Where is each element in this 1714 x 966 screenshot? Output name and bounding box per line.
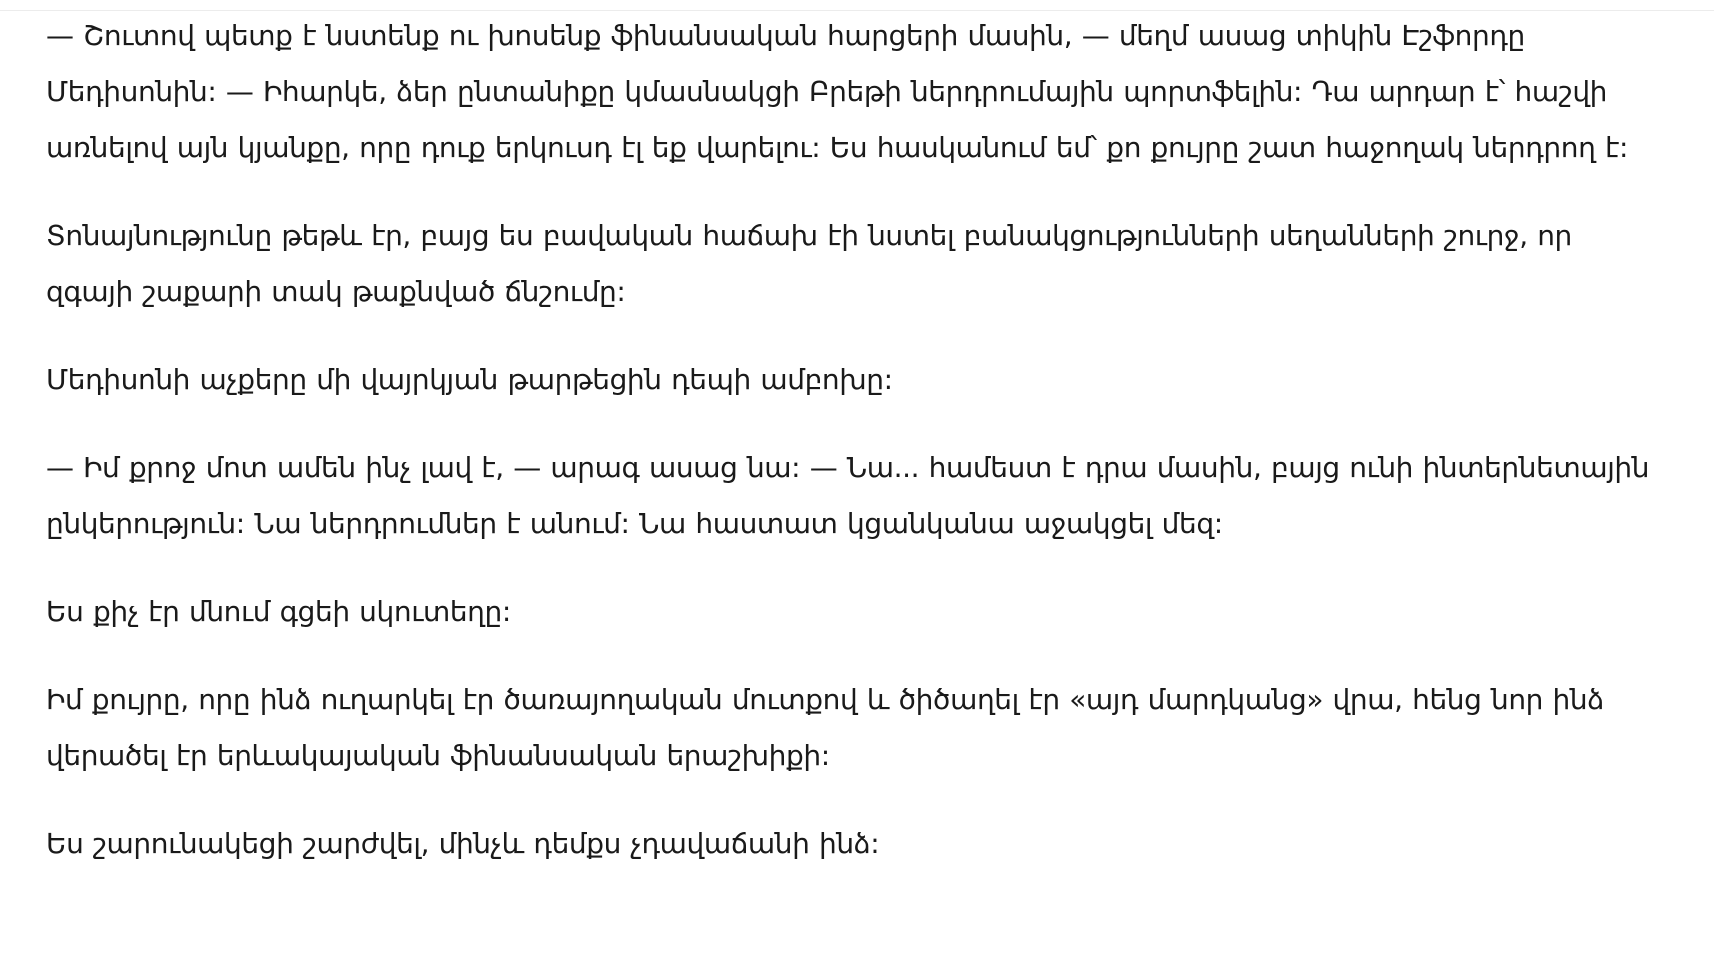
paragraph-4: — Իմ քրոջ մոտ ամեն ինչ լավ է, — արագ ասաց նա: — Նա... համեստ է դրա մասին, բայց ունի ինտերնետային ընկերություն: Նա ներդրումներ է անում: Նա հաստատ կցանկանա աջակցել մեզ: bbox=[46, 451, 1650, 540]
paragraph-6: Իմ քույրը, որը ինձ ուղարկել էր ծառայողական մուտքով և ծիծաղել էր «այդ մարդկանց» վրա, հենց նոր ինձ վերածել էր երևակայական ֆինանսական երաշխիքի: bbox=[46, 683, 1604, 772]
paragraph-1: — Շուտով պետք է նստենք ու խոսենք ֆինանսական հարցերի մասին, — մեղմ ասաց տիկին Էշֆորդը Մեդիսոնին: — Իհարկե, ձեր ընտանիքը կմասնակցի Բրեթի ներդրումային պորտֆելին: Դա արդար է՝ հաշվի առնելով այն կյանքը, որը դուք երկուսդ էլ եք վարելու: Ես հասկանում եմ՝ քո քույրը շատ հաջողակ ներդրող է: bbox=[46, 19, 1629, 164]
paragraph-3: Մեդիսոնի աչքերը մի վայրկյան թարթեցին դեպի ամբոխը: bbox=[46, 363, 893, 396]
story-text bbox=[46, 8, 1666, 872]
paragraph-7: Ես շարունակեցի շարժվել, մինչև դեմքս չդավաճանի ինձ: bbox=[46, 827, 880, 860]
paragraph-2: Տոնայնությունը թեթև էր, բայց ես բավական հաճախ էի նստել բանակցությունների սեղանների շուրջ, որ զգայի շաքարի տակ թաքնված ճնշումը: bbox=[46, 219, 1572, 308]
paragraph-5: Ես քիչ էր մնում գցեի սկուտեղը: bbox=[46, 595, 511, 628]
